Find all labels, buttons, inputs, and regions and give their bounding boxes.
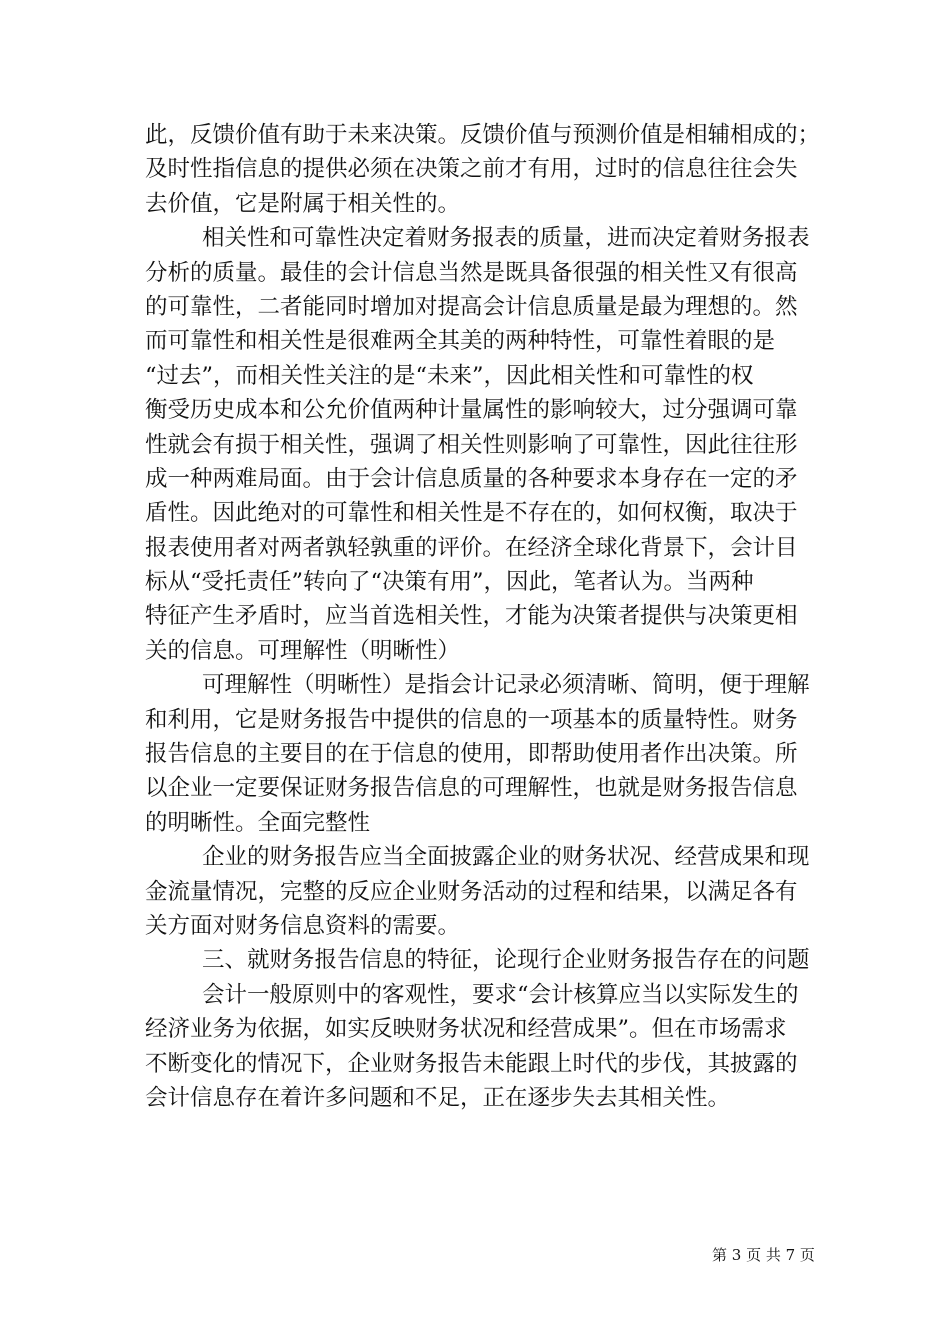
text-line: 成一种两难局面。由于会计信息质量的各种要求本身存在一定的矛 [145, 465, 798, 492]
section-heading: 三、就财务报告信息的特征，论现行企业财务报告存在的问题 [202, 947, 810, 974]
text-line: 分析的质量。最佳的会计信息当然是既具备很强的相关性又有很高 [145, 259, 798, 286]
text-line: 相关性和可靠性决定着财务报表的质量，进而决定着财务报表 [202, 225, 810, 252]
text-line: 会计一般原则中的客观性，要求“会计核算应当以实际发生的 [202, 981, 799, 1008]
text-line: 盾性。因此绝对的可靠性和相关性是不存在的，如何权衡，取决于 [145, 500, 798, 527]
text-line: 不断变化的情况下，企业财务报告未能跟上时代的步伐，其披露的 [145, 1050, 798, 1077]
text-line: 关方面对财务信息资料的需要。 [145, 912, 461, 939]
text-line: 衡受历史成本和公允价值两种计量属性的影响较大，过分强调可靠 [145, 397, 798, 424]
text-line: 报告信息的主要目的在于信息的使用，即帮助使用者作出决策。所 [145, 741, 798, 768]
text-line: 和利用，它是财务报告中提供的信息的一项基本的质量特性。财务 [145, 706, 798, 733]
text-line: 标从“受托责任”转向了“决策有用”，因此，笔者认为。当两种 [145, 569, 754, 596]
text-line: 此，反馈价值有助于未来决策。反馈价值与预测价值是相辅相成的； [145, 122, 821, 148]
text-line: 特征产生矛盾时，应当首选相关性，才能为决策者提供与决策更相 [145, 603, 798, 630]
text-line: 而可靠性和相关性是很难两全其美的两种特性，可靠性着眼的是 [145, 328, 776, 355]
page-number: 第 3 页 共 7 页 [712, 1246, 815, 1264]
text-line: 性就会有损于相关性，强调了相关性则影响了可靠性，因此往往形 [145, 431, 798, 458]
text-line: 经济业务为依据，如实反映财务状况和经营成果”。但在市场需求 [145, 1016, 787, 1043]
text-line: 金流量情况，完整的反应企业财务活动的过程和结果，以满足各有 [145, 878, 798, 905]
text-line: 关的信息。可理解性（明晰性） [145, 637, 461, 664]
body-text [145, 118, 821, 1115]
text-line: 的可靠性，二者能同时增加对提高会计信息质量是最为理想的。然 [145, 293, 798, 320]
text-line: 以企业一定要保证财务报告信息的可理解性，也就是财务报告信息 [145, 775, 798, 802]
text-line: 及时性指信息的提供必须在决策之前才有用，过时的信息往往会失 [145, 156, 798, 183]
text-line: 报表使用者对两者孰轻孰重的评价。在经济全球化背景下，会计目 [145, 534, 798, 561]
text-line: 的明晰性。全面完整性 [145, 809, 371, 836]
text-line: 可理解性（明晰性）是指会计记录必须清晰、简明，便于理解 [202, 672, 810, 699]
text-line: 企业的财务报告应当全面披露企业的财务状况、经营成果和现 [202, 844, 810, 871]
text-line: 会计信息存在着许多问题和不足，正在逐步失去其相关性。 [145, 1084, 731, 1111]
text-line: “过去”，而相关性关注的是“未来”，因此相关性和可靠性的权 [145, 362, 754, 389]
text-line: 去价值，它是附属于相关性的。 [145, 190, 461, 217]
